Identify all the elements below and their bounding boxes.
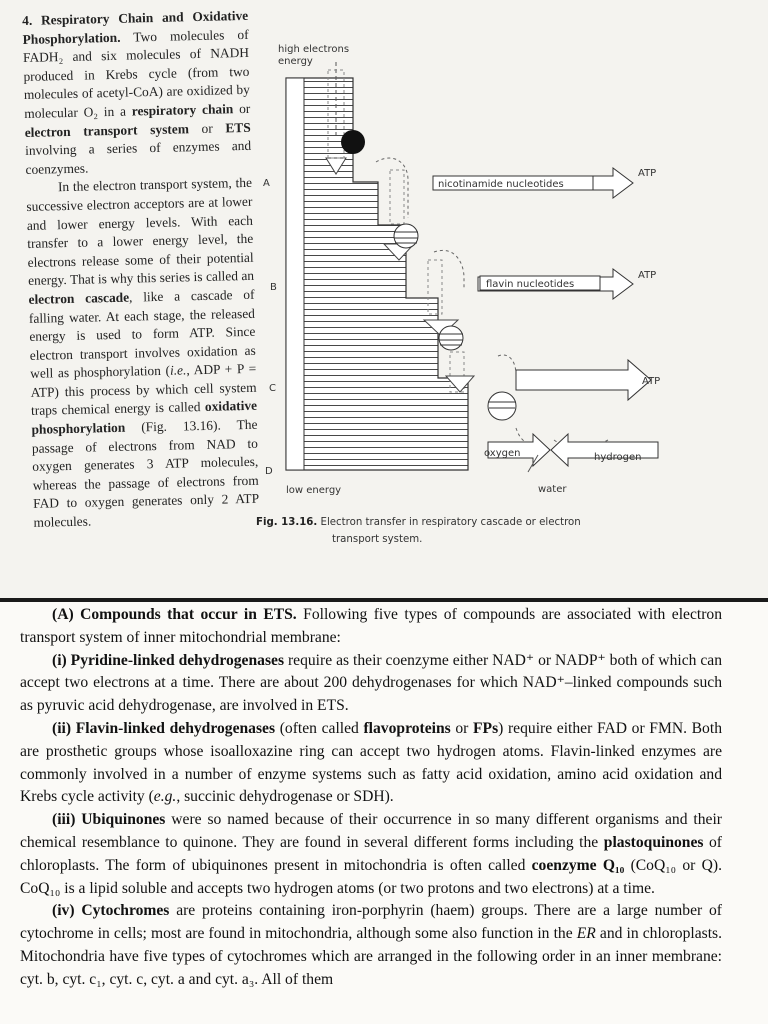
paragraph-text: , succinic dehydrogenase or SDH). (176, 788, 394, 806)
bold-term: coenzyme Q₁₀ (531, 856, 625, 874)
paragraph-text: Following five types of compounds are associated with electron transport system of inner mitochondrial membrane: (20, 606, 722, 646)
item-label-iv: (iv) Cytochromes (52, 902, 170, 920)
italic-term: ER (576, 925, 596, 943)
electron-cascade-figure (258, 40, 738, 560)
bold-term: electron transport system (24, 120, 190, 140)
paragraph-text: of chloroplasts. The form of ubiquinones present in mitochondria is often called (20, 833, 722, 874)
paragraph-compounds (20, 604, 722, 650)
bold-term: oxidative phosphorylation (31, 398, 258, 437)
bottom-text (20, 604, 722, 992)
label-atp-2: ATP (638, 270, 657, 281)
level-a: A (263, 178, 270, 189)
paragraph-text: (CoQ₁₀ or Q). CoQ₁₀ is a lipid soluble and accepts two hydrogen atoms (or two protons and two electrons) at a time. (20, 856, 722, 897)
paragraph-text: (Fig. 13.16). The passage of electrons from NAD to oxygen generates 3 ATP molecules, whereas the passage of electrons from FAD to oxygen generates only 2 ATP molecules. (31, 416, 260, 530)
label-energy: energy (278, 56, 313, 67)
label-flavin: flavin nucleotides (486, 279, 575, 290)
electron-ball-4 (488, 392, 516, 420)
paragraph-text: , like a cascade of falling water. At each stage, the released energy is used to form ATP. Since electron transport involves oxidation as well as phosphorylation ( (28, 286, 256, 382)
label-oxygen: oxygen (484, 448, 521, 459)
label-water: water (538, 484, 567, 495)
bold-term: electron cascade (28, 289, 130, 307)
paragraph-text: and in chloroplasts. Mitochondria have five types of cytochromes which are arranged in the following order in an inner membrane: cyt. b, cyt. c₁, cyt. c, cyt. a and cyt. a₃. All of them (20, 925, 722, 988)
caption-line-1: Electron transfer in respiratory cascade or electron (320, 517, 581, 528)
label-low-energy: low energy (286, 485, 342, 496)
section-heading: Respiratory Chain and Oxidative Phosphorylation. (22, 7, 249, 47)
paragraph-text: ) require either FAD or FMN. Both are prosthetic groups whose isoalloxazine ring can accept two hydrogen atoms. Flavin-linked enzymes are commonly involved in a number of enzyme systems such as fatty acid oxidation, amino acid oxidation and Krebs cycle activity ( (20, 719, 722, 806)
paragraph-flavin (20, 718, 722, 809)
paragraph-text: , ADP + P = ATP) this process by which cell system traps chemical energy is called (30, 361, 257, 419)
item-label-i: (i) Pyridine-linked dehydrogenases (52, 651, 285, 669)
electron-ball-1 (341, 130, 365, 154)
caption-label: Fig. 13.16. (256, 517, 318, 528)
paragraph-text: are proteins containing iron-porphyrin (haem) groups. There are a large number of cytochrome in cells; most are found in mitochondria, although some also function in the (20, 902, 722, 943)
item-label-ii: (ii) Flavin-linked dehydrogenases (52, 719, 276, 737)
atp-arrow-3 (516, 360, 651, 400)
label-high-electrons: high electrons (278, 44, 350, 55)
bold-term: plastoquinones (603, 833, 704, 851)
item-label-iii: (iii) Ubiquinones (52, 811, 166, 829)
paragraph-pyridine (20, 650, 722, 718)
paragraph-text: or (233, 100, 251, 117)
figure-caption (256, 514, 696, 548)
electron-ball-2 (394, 224, 418, 248)
bold-term: flavoproteins (363, 719, 451, 737)
italic-term: i.e. (169, 362, 187, 379)
level-d: D (265, 466, 273, 477)
label-nicotinamide: nicotinamide nucleotides (438, 179, 564, 190)
heading-number: 4. (22, 12, 33, 28)
paragraph-text: (often called (275, 719, 364, 737)
paragraph-text: In the electron transport system, the successive electron acceptors are at lower and lower energy levels. With each transfer to a lower energy level, the electrons release some of their potential energy. That is why this series is called an (26, 175, 255, 289)
italic-term: e.g. (153, 788, 177, 806)
level-c: C (269, 383, 276, 394)
paragraph-ubiquinones (20, 809, 722, 900)
caption-line-2: transport system. (332, 534, 423, 545)
section-label-a: (A) Compounds that occur in ETS. (52, 606, 297, 623)
label-atp-3: ATP (642, 376, 661, 387)
paragraph-respiratory-chain (22, 7, 252, 179)
bold-term: FPs (473, 719, 499, 737)
paragraph-electron-cascade (26, 174, 260, 532)
page-divider (0, 598, 768, 602)
left-text-column (22, 7, 260, 533)
cascade-column (286, 78, 304, 470)
paragraph-text: involving a series of enzymes and coenzymes. (24, 137, 252, 177)
paragraph-text: require as their coenzyme either NAD⁺ or NADP⁺ both of which can accept two electrons at a time. There are about 200 dehydrogenases for which NAD⁺–linked compounds such as pyruvic acid dehydrogenase, are involved in ETS. (20, 651, 723, 715)
paragraph-text: Two molecules of FADH₂ and six molecules of NADH produced in Krebs cycle (from two molecules of acetyl-CoA) are oxidized by molecular O₂ in a (22, 26, 250, 121)
paragraph-cytochromes (20, 900, 722, 991)
label-atp-1: ATP (638, 168, 657, 179)
bold-term: ETS (225, 119, 251, 135)
cascade-staircase (286, 78, 468, 470)
level-b: B (270, 282, 277, 293)
electron-ball-3 (439, 326, 463, 350)
paragraph-text: or (188, 119, 226, 136)
label-hydrogen: hydrogen (594, 452, 642, 463)
bold-term: respiratory chain (131, 101, 234, 119)
paragraph-text: or (450, 719, 474, 737)
paragraph-text: were so named because of their occurrence in so many different organisms and their chemical resemblance to quinone. They are found in several different forms including the (20, 811, 722, 851)
